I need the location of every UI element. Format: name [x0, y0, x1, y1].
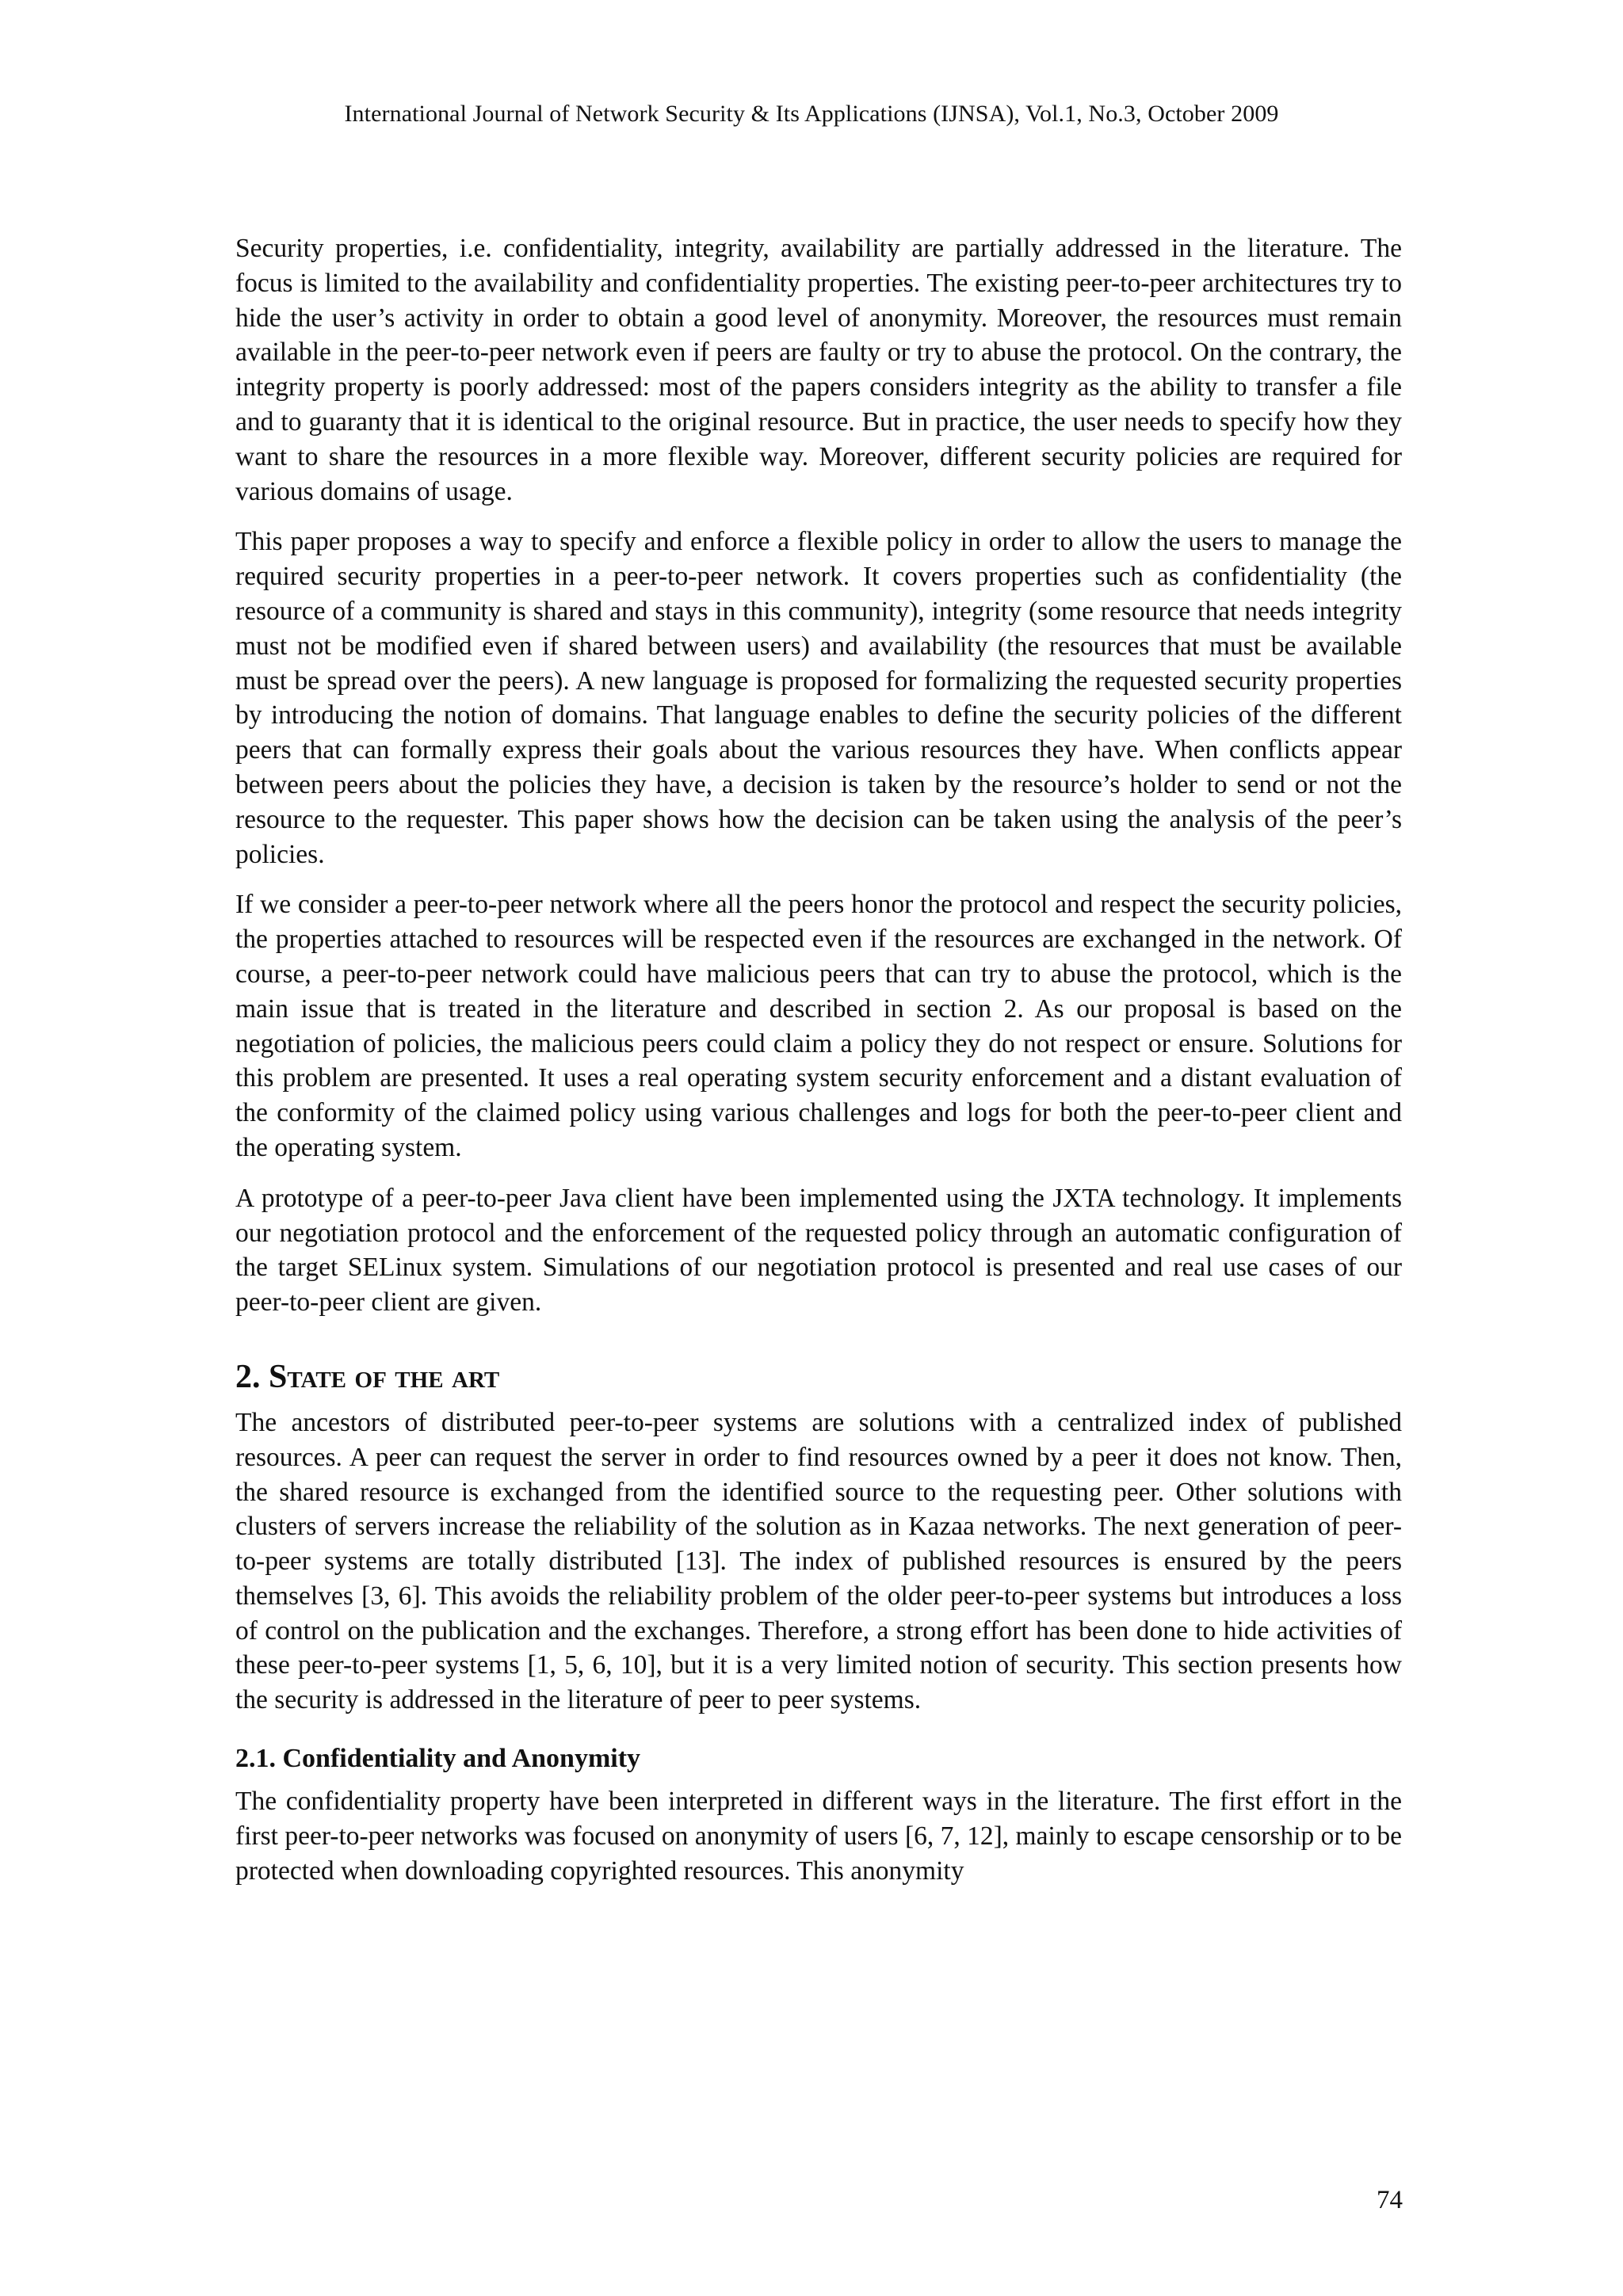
- body-paragraph: The ancestors of distributed peer-to-peer systems are solutions with a centralized index of published resources. A peer can request the server in order to find resources owned by a peer it does not know. Then, the shared resource is exchanged from the identified source to the requesting peer. Other solutions with clusters of servers increase the reliability of the solution as in Kazaa networks. The next generation of peer-to-peer systems are totally distributed [13]. The index of published resources is ensured by the peers themselves [3, 6]. This avoids the reliability problem of the older peer-to-peer systems but introduces a loss of control on the publication and the exchanges. Therefore, a strong effort has been done to hide activities of these peer-to-peer systems [1, 5, 6, 10], but it is a very limited notion of security. This section presents how the security is addressed in the literature of peer to peer systems.: [235, 1407, 1402, 1715]
- body-paragraph: If we consider a peer-to-peer network where all the peers honor the protocol and respect the security policies, the properties attached to resources will be respected even if the resources are exchanged in the network. Of course, a peer-to-peer network could have malicious peers that can try to abuse the protocol, which is the main issue that is treated in the literature and described in section 2. As our proposal is based on the negotiation of policies, the malicious peers could claim a policy they do not respect or ensure. Solutions for this problem are presented. It uses a real operating system security enforcement and a distant evaluation of the conformity of the claimed policy using various challenges and logs for both the peer-to-peer client and the operating system.: [235, 890, 1402, 1162]
- section-title: State of the art: [269, 1358, 500, 1395]
- running-header: International Journal of Network Security & Its Applications (IJNSA), Vol.1, No.3, October 2009: [344, 101, 1279, 127]
- page-number: 74: [1377, 2186, 1403, 2214]
- body-paragraph: A prototype of a peer-to-peer Java client have been implemented using the JXTA technology. It implements our negotiation protocol and the enforcement of the requested policy through an automatic configuration of the target SELinux system. Simulations of our negotiation protocol is presented and real use cases of our peer-to-peer client are given.: [235, 1183, 1402, 1318]
- subsection-heading: 2.1. Confidentiality and Anonymity: [235, 1744, 641, 1774]
- body-paragraph: The confidentiality property have been interpreted in different ways in the literature. The first effort in the first peer-to-peer networks was focused on anonymity of users [6, 7, 12], mainly to escape censorship or to be protected when downloading copyrighted resources. This anonymity: [235, 1787, 1402, 1886]
- section-number: 2.: [235, 1358, 261, 1395]
- body-paragraph: Security properties, i.e. confidentiality, integrity, availability are partially addressed in the literature. The focus is limited to the availability and confidentiality properties. The existing peer-to-peer architectures try to hide the user’s activity in order to obtain a good level of anonymity. Moreover, the resources must remain available in the peer-to-peer network even if peers are faulty or try to abuse the protocol. On the contrary, the integrity property is poorly addressed: most of the papers considers integrity as the ability to transfer a file and to guaranty that it is identical to the original resource. But in practice, the user needs to specify how they want to share the resources in a more flexible way. Moreover, different security policies are required for various domains of usage.: [235, 234, 1402, 506]
- page-body: [235, 231, 1402, 1904]
- section-heading: [235, 1355, 1402, 1399]
- body-paragraph: This paper proposes a way to specify and enforce a flexible policy in order to allow the users to manage the required security properties in a peer-to-peer network. It covers properties such as confidentiality (the resource of a community is shared and stays in this community), integrity (some resource that needs integrity must not be modified even if shared between users) and availability (the resources that must be available must be spread over the peers). A new language is proposed for formalizing the requested security properties by introducing the notion of domains. That language enables to define the security policies of the different peers that can formally express their goals about the various resources they have. When conflicts appear between peers about the policies they have, a decision is taken by the resource’s holder to send or not the resource to the requester. This paper shows how the decision can be taken using the analysis of the peer’s policies.: [235, 527, 1402, 869]
